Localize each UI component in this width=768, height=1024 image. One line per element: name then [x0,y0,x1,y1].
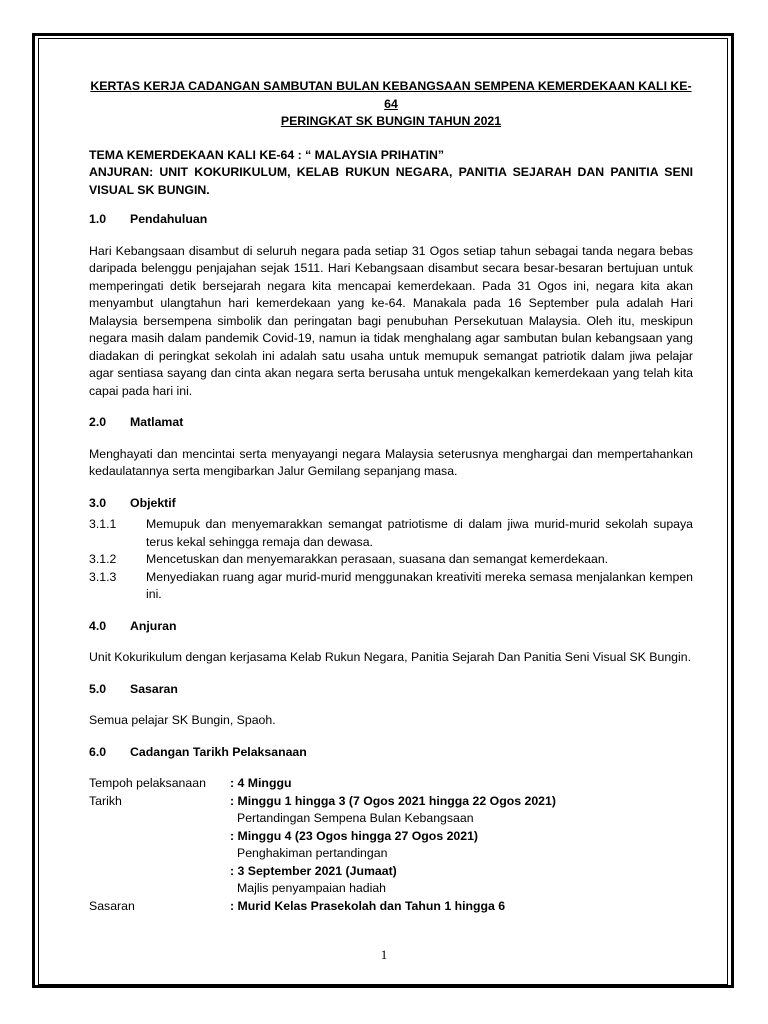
section-number: 4.0 [89,618,107,633]
objective-text: Memupuk dan menyemarakkan semangat patriotisme di dalam jiwa murid-murid sekolah supaya terus kekal sehingga remaja dan dewasa. [146,517,693,549]
section-title: Sasaran [130,681,178,696]
objective-list [89,516,693,604]
section-number: 5.0 [89,681,107,696]
schedule-row-tempoh [89,775,693,793]
list-item [89,516,693,551]
theme-block [89,147,693,200]
schedule-label: Tarikh [89,793,122,808]
objective-number: 3.1.1 [89,517,117,531]
section-heading-pendahuluan [89,211,693,229]
schedule-row-sasaran [89,898,693,916]
section-title: Objektif [130,495,176,510]
objective-text: Mencetuskan dan menyemarakkan perasaan, suasana dan semangat kemerdekaan. [146,552,609,566]
theme-line: TEMA KEMERDEKAAN KALI KE-64 : “ MALAYSIA PRIHATIN” [89,147,445,162]
section-number: 2.0 [89,415,107,429]
objective-number: 3.1.3 [89,569,117,584]
page-number: 1 [380,947,388,962]
document-title-line2: PERINGKAT SK BUNGIN TAHUN 2021 [280,114,502,128]
section-number: 1.0 [89,212,107,226]
schedule-desc: Majlis penyampaian hadiah [237,881,387,895]
section-title: Anjuran [130,618,177,633]
document-title-line1: KERTAS KERJA CADANGAN SAMBUTAN BULAN KEBANGSAAN SEMPENA KEMERDEKAAN KALI KE-64 [90,79,692,111]
schedule-label: Sasaran [89,898,135,913]
section-heading-sasaran [89,681,693,699]
schedule-label: Tempoh pelaksanaan [89,776,206,790]
section-heading-objektif [89,495,693,513]
list-item [89,551,693,569]
section-body-matlamat: Menghayati dan mencintai serta menyayangi negara Malaysia seterusnya menghargai dan mempertahankan kedaulatannya serta mengibarkan Jalur Gemilang sepanjang masa. [89,446,693,478]
schedule-row [89,828,693,846]
schedule-row [89,880,693,898]
section-heading-matlamat [89,414,693,432]
section-title: Cadangan Tarikh Pelaksanaan [130,744,307,759]
schedule-table [89,775,693,915]
schedule-row [89,810,693,828]
organizer-line: ANJURAN: UNIT KOKURIKULUM, KELAB RUKUN NEGARA, PANITIA SEJARAH DAN PANITIA SENI VISUAL SK BUNGIN. [89,165,693,197]
section-number: 3.0 [89,495,107,510]
schedule-value: : Murid Kelas Prasekolah dan Tahun 1 hingga 6 [230,898,506,913]
section-number: 6.0 [89,744,107,759]
section-body-sasaran: Semua pelajar SK Bungin, Spaoh. [89,713,276,727]
section-body-pendahuluan: Hari Kebangsaan disambut di seluruh negara pada setiap 31 Ogos setiap tahun sebagai tanda negara bebas daripada belenggu penjajahan sejak 1511. Hari Kebangsaan disambut secara besar-besaran bertujuan untuk memperingati detik bersejarah negara kita mencapai kemerdekaan. Pada 31 Ogos ini, negara kita akan menyambut ulangtahun hari kemerdekaan yang ke-64. Manakala pada 16 September pula adalah Hari Malaysia bersempena simbolik dan peringatan bagi penubuhan Persekutuan Malaysia. Oleh itu, meskipun negara masih dalam pandemik Covid-19, namun ia tidak menghalang agar sambutan bulan kebangsaan yang diadakan di peringkat sekolah ini adalah satu usaha untuk memupuk semangat patriotik dalam jiwa pelajar agar sentiasa sayang dan cinta akan negara serta berusaha untuk mengekalkan kemerdekaan yang telah kita capai pada hari ini. [89,243,693,398]
schedule-value: : Minggu 1 hingga 3 (7 Ogos 2021 hingga 22 Ogos 2021) [230,793,556,808]
list-item [89,569,693,604]
objective-text: Menyediakan ruang agar murid-murid menggunakan kreativiti mereka semasa menjalankan kempen ini. [146,569,693,601]
document-body [89,78,693,915]
schedule-desc: Penghakiman pertandingan [237,846,388,860]
section-title: Pendahuluan [130,212,208,226]
schedule-row [89,863,693,881]
section-title: Matlamat [130,415,184,429]
schedule-row-tarikh [89,793,693,811]
schedule-value: : 3 September 2021 (Jumaat) [230,863,397,878]
schedule-value: : Minggu 4 (23 Ogos hingga 27 Ogos 2021) [230,828,479,843]
schedule-value: : 4 Minggu [230,776,292,790]
objective-number: 3.1.2 [89,552,117,566]
section-heading-anjuran [89,618,693,636]
schedule-desc: Pertandingan Sempena Bulan Kebangsaan [237,811,474,825]
schedule-row [89,845,693,863]
section-body-anjuran: Unit Kokurikulum dengan kerjasama Kelab Rukun Negara, Panitia Sejarah Dan Panitia Seni Visual SK Bungin. [89,650,691,664]
section-heading-tarikh [89,744,693,762]
